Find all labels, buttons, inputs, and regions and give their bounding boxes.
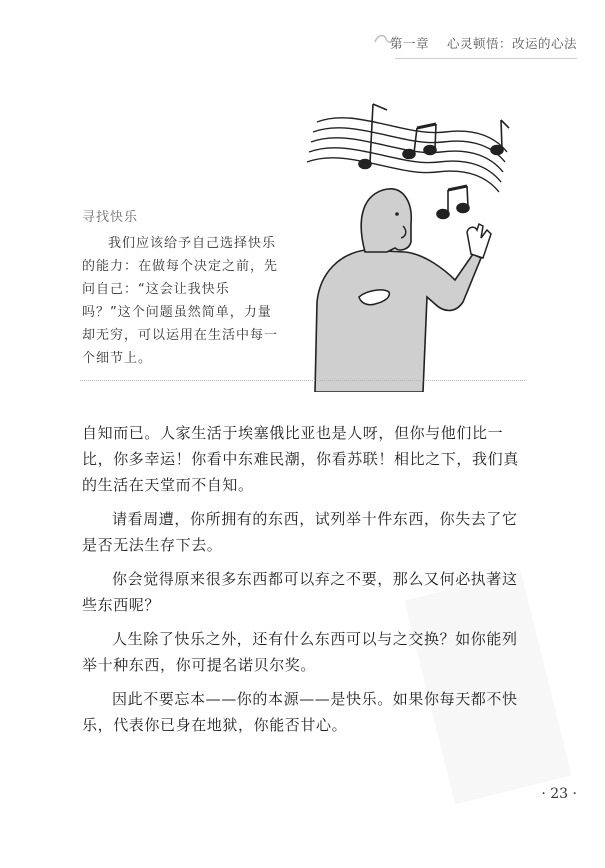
chapter-title: 心灵顿悟：改运的心法 [446,36,577,51]
singing-man-illustration [295,92,515,392]
sidebar-title: 寻找快乐 [82,210,139,225]
paragraph: 因此不要忘本——你的本源——是快乐。如果你每天都不快乐，代表你已身在地狱，你能否甘心。 [82,690,518,734]
sidebar-text: 我们应该给予自己选择快乐的能力：在做每个决定之前，先问自己：“这会让我快乐吗？”这个问题虽然简单，力量却无穷，可以运用在生活中每一个细节上。 [82,236,279,366]
body-text [82,420,528,746]
chapter-label: 第一章 [389,36,429,51]
section-divider [80,380,525,381]
page-number: · 23 · [541,786,577,802]
header-rule [395,58,577,59]
running-header [390,34,577,52]
paragraph: 你会觉得原来很多东西都可以弃之不要，那么又何必执著这些东西呢？ [82,570,518,614]
paragraph: 自知而已。人家生活于埃塞俄比亚也是人呀，但你与他们比一比，你多幸运！你看中东难民潮，你看苏联！相比之下，我们真的生活在天堂而不自知。 [82,424,519,494]
paragraph: 人生除了快乐之外，还有什么东西可以与之交换？如你能列举十种东西，你可提名诺贝尔奖。 [82,630,518,674]
paragraph: 请看周遭，你所拥有的东西，试列举十件东西，你失去了它是否无法生存下去。 [82,510,518,554]
